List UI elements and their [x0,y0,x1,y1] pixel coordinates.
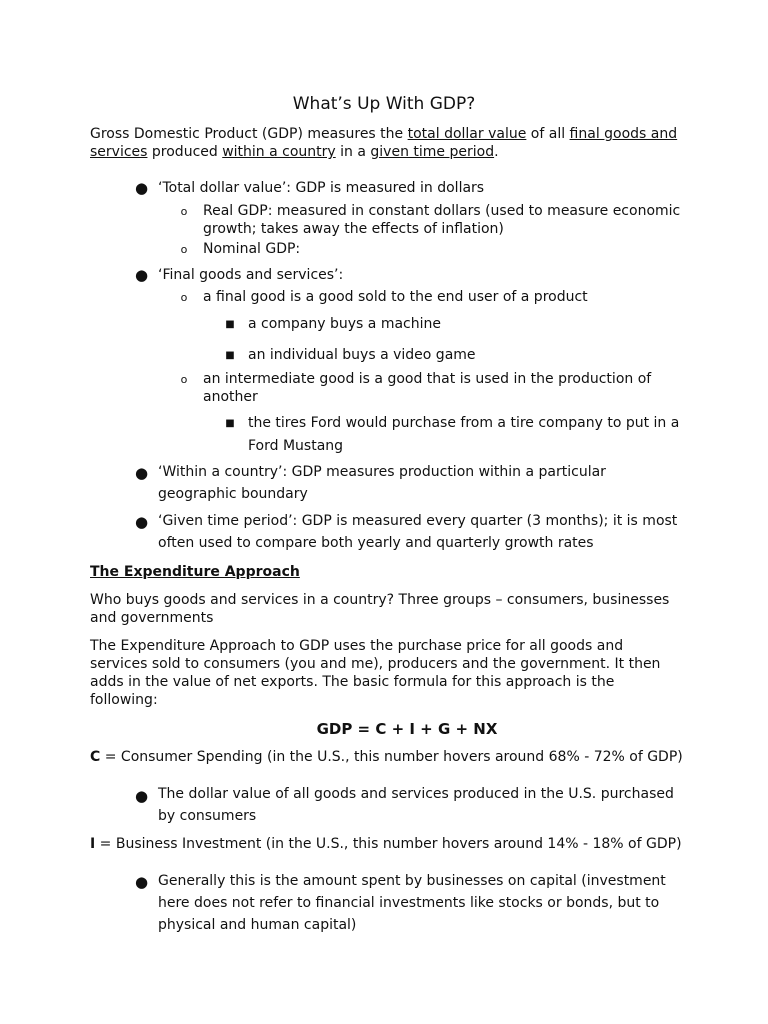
section-heading: The Expenditure Approach [90,564,300,580]
paragraph: The Expenditure Approach to GDP uses the purchase price for all goods and services sold to consumers (you and me), producers and the government. It then adds in the value of net exports. The basic formula for this approach is the following: [90,638,661,708]
list-item: a company buys a machine [248,316,441,332]
page-title: What’s Up With GDP? [292,94,476,114]
list-item: an individual buys a video game [248,347,476,363]
bullet-square-icon: ■ [225,350,235,361]
list-item: Real GDP: measured in constant dollars (used to measure economic growth; takes away the effects of inflation) [203,203,681,237]
definition-text: = Business Investment (in the U.S., this number hovers around 14% - 18% of GDP) [95,836,682,852]
bullet-dot-icon: ● [135,873,149,891]
intro-text: Gross Domestic Product (GDP) measures the [90,126,408,142]
intro-text: in a [335,144,371,160]
list-item: a final good is a good sold to the end user of a product [203,289,588,305]
bullet-dot-icon: ● [135,464,149,482]
intro-text: of all [526,126,570,142]
underlined-term: services [90,144,148,160]
list-item: Generally this is the amount spent by businesses on capital (investment here does not refer to financial investments like stocks or bonds, but to physical and human capital) [158,873,666,933]
underlined-term: final goods and [569,126,678,142]
gdp-formula: GDP = C + I + G + NX [316,720,498,738]
bullet-circle-icon: o [180,291,188,304]
intro-text: . [494,144,499,160]
bullet-dot-icon: ● [135,513,149,531]
underlined-term: given time period [370,144,495,160]
list-item: The dollar value of all goods and services produced in the U.S. purchased by consumers [158,786,674,824]
list-item: ‘Final goods and services’: [158,267,344,283]
list-item: the tires Ford would purchase from a tire company to put in a Ford Mustang [248,415,680,454]
bullet-dot-icon: ● [135,179,149,197]
list-item: ‘Within a country’: GDP measures production within a particular geographic boundary [158,464,606,502]
definition-i [90,835,690,853]
list-item: ‘Given time period’: GDP is measured every quarter (3 months); it is most often used to compare both yearly and quarterly growth rates [158,513,678,551]
bullet-circle-icon: o [180,373,188,386]
bullet-dot-icon: ● [135,787,149,805]
definition-text: = Consumer Spending (in the U.S., this number hovers around 68% - 72% of GDP) [100,749,683,765]
list-item: Nominal GDP: [203,241,301,257]
underlined-term: within a country [222,144,336,160]
variable-letter: C [90,749,101,765]
definition-c [90,748,690,766]
variable-letter: I [90,836,96,852]
bullet-dot-icon: ● [135,266,149,284]
bullet-circle-icon: o [180,205,188,218]
list-item: ‘Total dollar value’: GDP is measured in dollars [158,180,485,196]
bullet-square-icon: ■ [225,418,235,429]
underlined-term: total dollar value [407,126,527,142]
list-item: an intermediate good is a good that is used in the production of another [203,371,652,405]
bullet-square-icon: ■ [225,319,235,330]
bullet-circle-icon: o [180,243,188,256]
intro-text: produced [147,144,223,160]
paragraph: Who buys goods and services in a country? Three groups – consumers, businesses and governments [90,592,670,626]
intro-paragraph [90,125,680,161]
